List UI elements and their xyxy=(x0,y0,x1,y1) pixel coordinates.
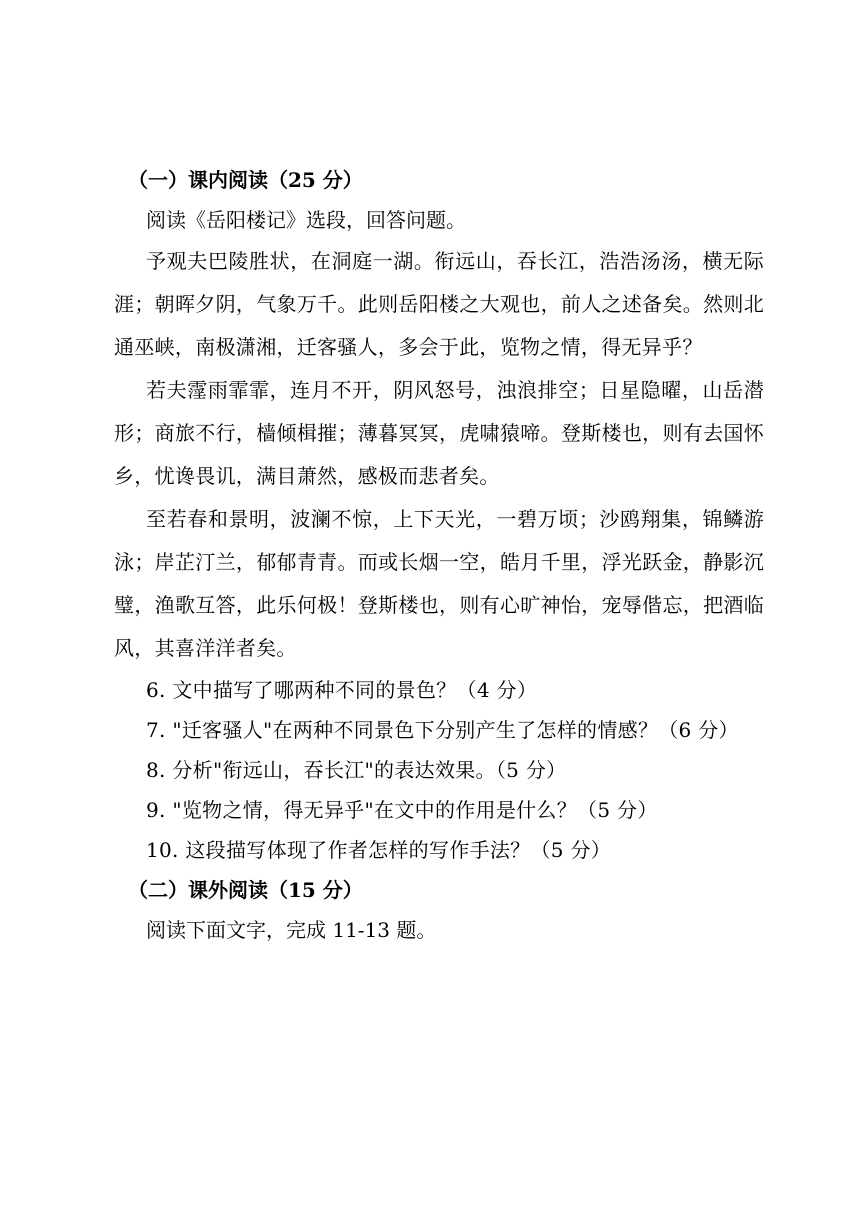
section-title-extracurricular-reading: （二）课外阅读（15 分） xyxy=(128,878,363,902)
question-7: 7. "迁客骚人"在两种不同景色下分别产生了怎样的情感？（6 分） xyxy=(146,718,739,742)
question-6: 6. 文中描写了哪两种不同的景色？（4 分） xyxy=(146,678,538,702)
section-intro-extracurricular-reading: 阅读下面文字，完成 11-13 题。 xyxy=(146,918,437,942)
section-intro-in-class-reading: 阅读《岳阳楼记》选段，回答问题。 xyxy=(146,208,466,232)
section-title-in-class-reading: （一）课内阅读（25 分） xyxy=(128,168,363,192)
question-8: 8. 分析"衔远山，吞长江"的表达效果。（5 分） xyxy=(146,758,567,782)
question-9: 9. "览物之情，得无异乎"在文中的作用是什么？（5 分） xyxy=(146,798,658,822)
question-10: 10. 这段描写体现了作者怎样的写作手法？（5 分） xyxy=(146,838,612,862)
passage-paragraph: 予观夫巴陵胜状，在洞庭一湖。衔远山，吞长江，浩浩汤汤，横无际涯；朝晖夕阴，气象万千。此则岳阳楼之大观也，前人之述备矣。然则北通巫峡，南极潇湘，迁客骚人，多会于此，览物之情，得无异乎？ xyxy=(114,249,764,359)
passage-paragraph: 若夫霪雨霏霏，连月不开，阴风怒号，浊浪排空；日星隐曜，山岳潜形；商旅不行，樯倾楫摧；薄暮冥冥，虎啸猿啼。登斯楼也，则有去国怀乡，忧谗畏讥，满目萧然，感极而悲者矣。 xyxy=(114,378,764,488)
passage-paragraph: 至若春和景明，波澜不惊，上下天光，一碧万顷；沙鸥翔集，锦鳞游泳；岸芷汀兰，郁郁青青。而或长烟一空，皓月千里，浮光跃金，静影沉璧，渔歌互答，此乐何极！登斯楼也，则有心旷神怡，宠辱偕忘，把酒临风，其喜洋洋者矣。 xyxy=(114,507,764,660)
exam-content xyxy=(114,160,764,950)
